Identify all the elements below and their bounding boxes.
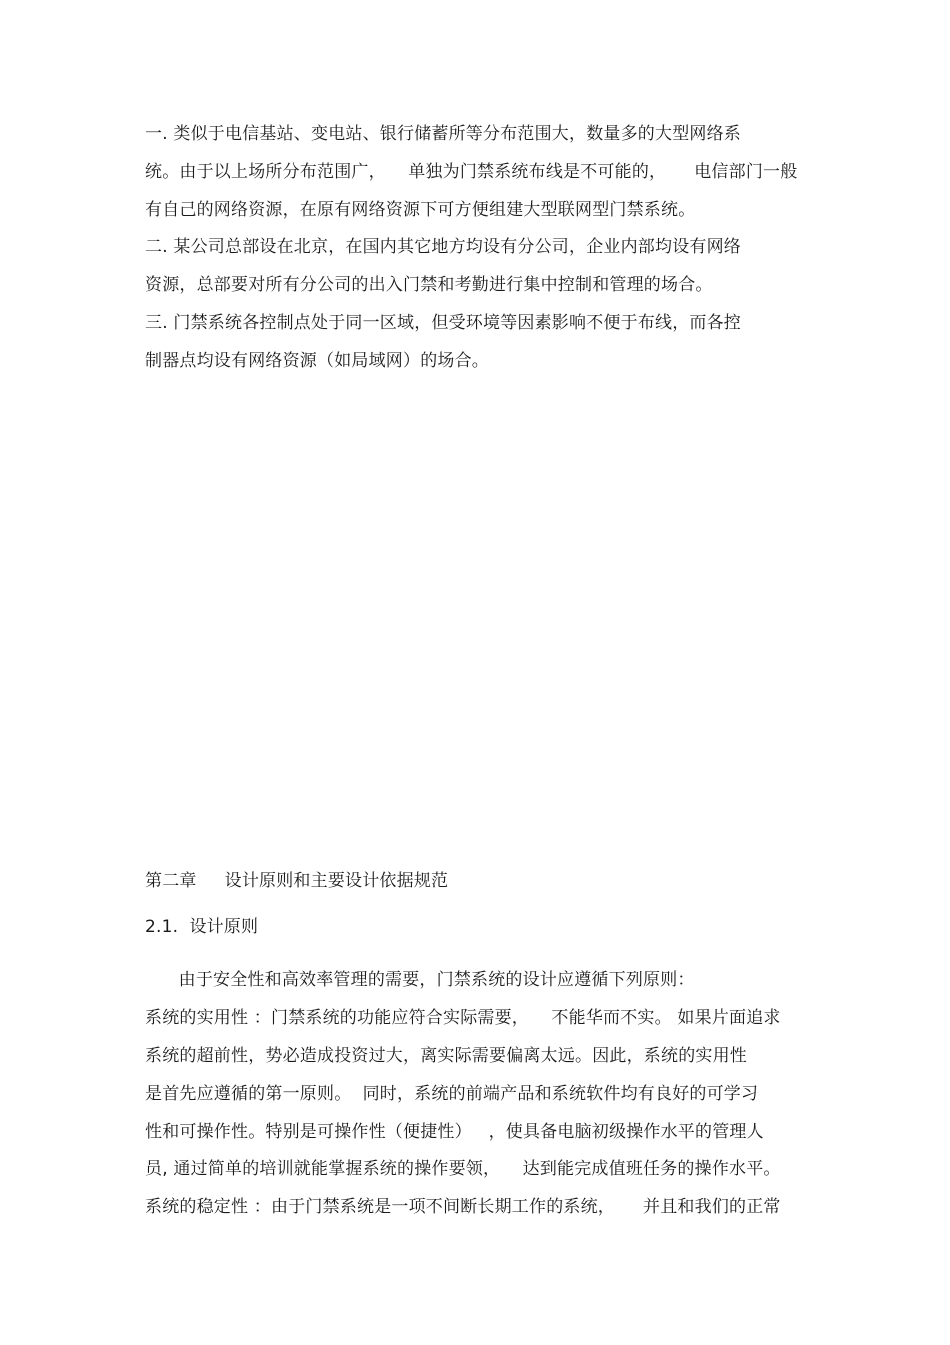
text-line: 性和可操作性。特别是可操作性（便捷性） ，使具备电脑初级操作水平的管理人 — [145, 1122, 764, 1142]
text-line: 一. 类似于电信基站、变电站、银行储蓄所等分布范围大，数量多的大型网络系 — [145, 124, 742, 144]
text-line: 系统的稳定性 ：由于门禁系统是一项不间断长期工作的系统， 并且和我们的正常 — [145, 1197, 781, 1217]
text-line: 统。由于以上场所分布范围广， 单独为门禁系统布线是不可能的， 电信部门一般 — [145, 162, 798, 182]
chapter-title: 第二章 设计原则和主要设计依据规范 — [145, 871, 449, 891]
section-heading: 2.1. 设计原则 — [145, 917, 259, 937]
text-line: 制器点均设有网络资源（如局域网）的场合。 — [145, 351, 489, 371]
text-line: 是首先应遵循的第一原则。 同时，系统的前端产品和系统软件均有良好的可学习 — [145, 1084, 759, 1104]
text-line: 二. 某公司总部设在北京，在国内其它地方均设有分公司，企业内部均设有网络 — [145, 237, 742, 257]
text-line: 员, 通过简单的培训就能掌握系统的操作要领， 达到能完成值班任务的操作水平。 — [145, 1159, 781, 1179]
text-line: 资源，总部要对所有分公司的出入门禁和考勤进行集中控制和管理的场合。 — [145, 275, 713, 295]
text-line: 系统的超前性，势必造成投资过大，离实际需要偏离太远。因此，系统的实用性 — [145, 1046, 747, 1066]
text-line: 由于安全性和高效率管理的需要，门禁系统的设计应遵循下列原则： — [145, 970, 695, 990]
text-line: 系统的实用性 ：门禁系统的功能应符合实际需要， 不能华而不实。 如果片面追求 — [145, 1008, 781, 1028]
text-line: 有自己的网络资源，在原有网络资源下可方便组建大型联网型门禁系统。 — [145, 200, 696, 220]
text-line: 三. 门禁系统各控制点处于同一区域，但受环境等因素影响不便于布线，而各控 — [145, 313, 742, 333]
